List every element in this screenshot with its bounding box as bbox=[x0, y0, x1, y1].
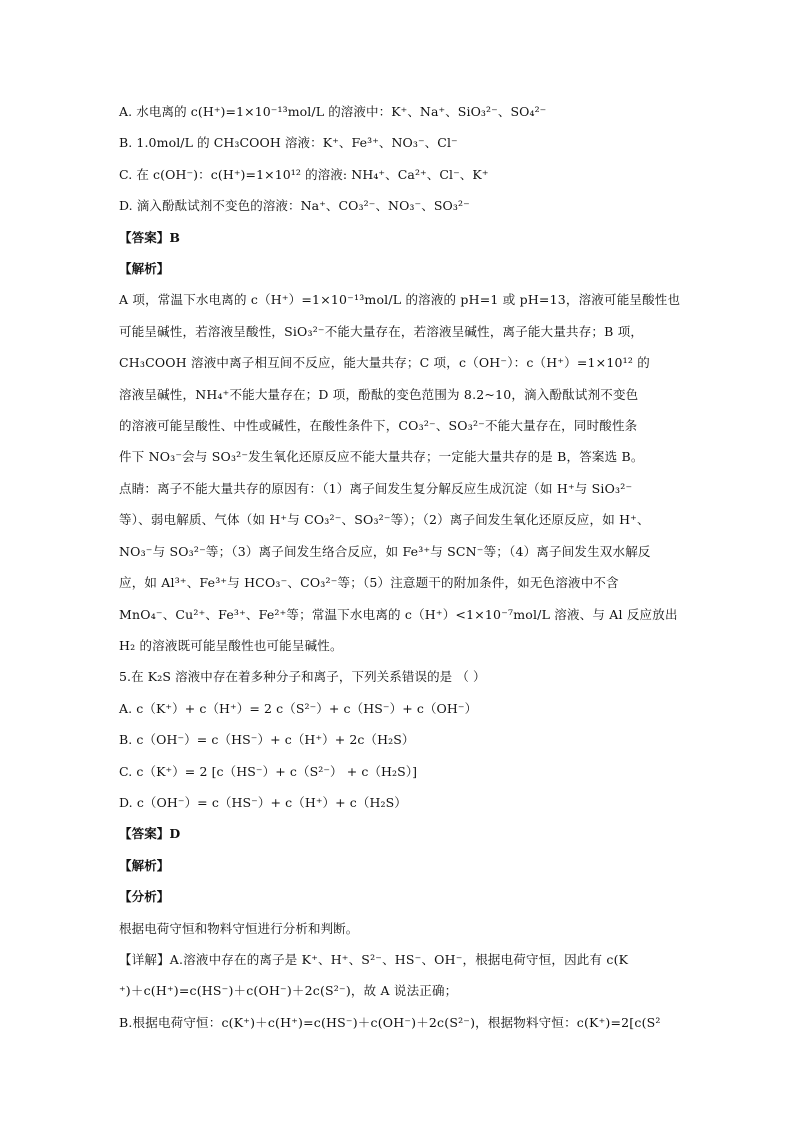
q5-fenxi: 根据电荷守恒和物料守恒进行分析和判断。 bbox=[119, 920, 359, 936]
analysis-line: 可能呈碱性，若溶液呈酸性，SiO₃²⁻不能大量存在，若溶液呈碱性，离子能大量共存；B 项， bbox=[119, 323, 644, 339]
q5-option-a: A. c（K⁺）+ c（H⁺）= 2 c（S²⁻）+ c（HS⁻）+ c（OH⁻） bbox=[119, 700, 478, 716]
q5-stem: 5.在 K₂S 溶液中存在着多种分子和离子，下列关系错误的是 （ ） bbox=[119, 669, 486, 685]
analysis-line: 的溶液可能呈酸性、中性或碱性，在酸性条件下，CO₃²⁻、SO₃²⁻不能大量存在，同时酸性条 bbox=[119, 418, 638, 434]
analysis-line: NO₃⁻与 SO₃²⁻等；（3）离子间发生络合反应，如 Fe³⁺与 SCN⁻等；（4）离子间发生双水解反 bbox=[119, 543, 651, 559]
q5-analysis-title: 【解析】 bbox=[119, 857, 170, 873]
analysis-line: 件下 NO₃⁻会与 SO₃²⁻发生氧化还原反应不能大量共存；一定能大量共存的是 B，答案选 B。 bbox=[119, 449, 644, 465]
analysis-line: MnO₄⁻、Cu²⁺、Fe³⁺、Fe²⁺等；常温下水电离的 c（H⁺）<1×10⁻⁷mol/L 溶液、与 Al 反应放出 bbox=[119, 606, 678, 622]
q5-option-b: B. c（OH⁻）= c（HS⁻）+ c（H⁺）+ 2c（H₂S） bbox=[119, 732, 415, 748]
q5-fenxi-title: 【分析】 bbox=[119, 889, 170, 905]
q4-option-c: C. 在 c(OH⁻)：c(H⁺)=1×10¹² 的溶液: NH₄⁺、Ca²⁺、Cl⁻、K⁺ bbox=[119, 166, 489, 182]
q5-option-c: C. c（K⁺）= 2 [c（HS⁻）+ c（S²⁻） + c（H₂S）] bbox=[119, 763, 418, 779]
q5-answer: 【答案】D bbox=[119, 826, 181, 842]
analysis-line: H₂ 的溶液既可能呈酸性也可能呈碱性。 bbox=[119, 637, 343, 653]
analysis-line: 点睛：离子不能大量共存的原因有：（1）离子间发生复分解反应生成沉淀（如 H⁺与 SiO₃²⁻ bbox=[119, 480, 633, 496]
detail-line: ⁺)＋c(H⁺)=c(HS⁻)＋c(OH⁻)＋2c(S²⁻)，故 A 说法正确； bbox=[119, 983, 458, 999]
q4-option-d: D. 滴入酚酞试剂不变色的溶液：Na⁺、CO₃²⁻、NO₃⁻、SO₃²⁻ bbox=[119, 198, 470, 214]
q4-option-b: B. 1.0mol/L 的 CH₃COOH 溶液：K⁺、Fe³⁺、NO₃⁻、Cl⁻ bbox=[119, 135, 458, 151]
analysis-line: 等）、弱电解质、气体（如 H⁺与 CO₃²⁻、SO₃²⁻等）；（2）离子间发生氧化还原反应，如 H⁺、 bbox=[119, 512, 650, 528]
q4-analysis bbox=[119, 284, 679, 661]
q4-answer: 【答案】B bbox=[119, 229, 181, 245]
q4-option-a: A. 水电离的 c(H⁺)=1×10⁻¹³mol/L 的溶液中：K⁺、Na⁺、SiO₃²⁻、SO₄²⁻ bbox=[119, 104, 547, 119]
analysis-line: A 项，常温下水电离的 c（H⁺）=1×10⁻¹³mol/L 的溶液的 pH=1 或 pH=13，溶液可能呈酸性也 bbox=[119, 292, 681, 308]
analysis-line: 应，如 Al³⁺、Fe³⁺与 HCO₃⁻、CO₃²⁻等；（5）注意题干的附加条件，如无色溶液中不含 bbox=[119, 575, 619, 591]
detail-line: B.根据电荷守恒：c(K⁺)＋c(H⁺)=c(HS⁻)＋c(OH⁻)＋2c(S²⁻)，根据物料守恒：c(K⁺)=2[c(S² bbox=[119, 1014, 661, 1030]
q5-option-d: D. c（OH⁻）= c（HS⁻）+ c（H⁺）+ c（H₂S） bbox=[119, 794, 407, 810]
detail-line: 【详解】A.溶液中存在的离子是 K⁺、H⁺、S²⁻、HS⁻、OH⁻，根据电荷守恒，因此有 c(K bbox=[119, 951, 629, 967]
q4-analysis-title: 【解析】 bbox=[119, 261, 170, 277]
q5-detail bbox=[119, 944, 679, 1038]
analysis-line: 溶液呈碱性，NH₄⁺不能大量存在；D 项，酚酞的变色范围为 8.2~10，滴入酚酞试剂不变色 bbox=[119, 386, 639, 402]
document-page bbox=[119, 96, 679, 1038]
analysis-line: CH₃COOH 溶液中离子相互间不反应，能大量共存；C 项，c（OH⁻）：c（H⁺）=1×10¹² 的 bbox=[119, 355, 650, 371]
